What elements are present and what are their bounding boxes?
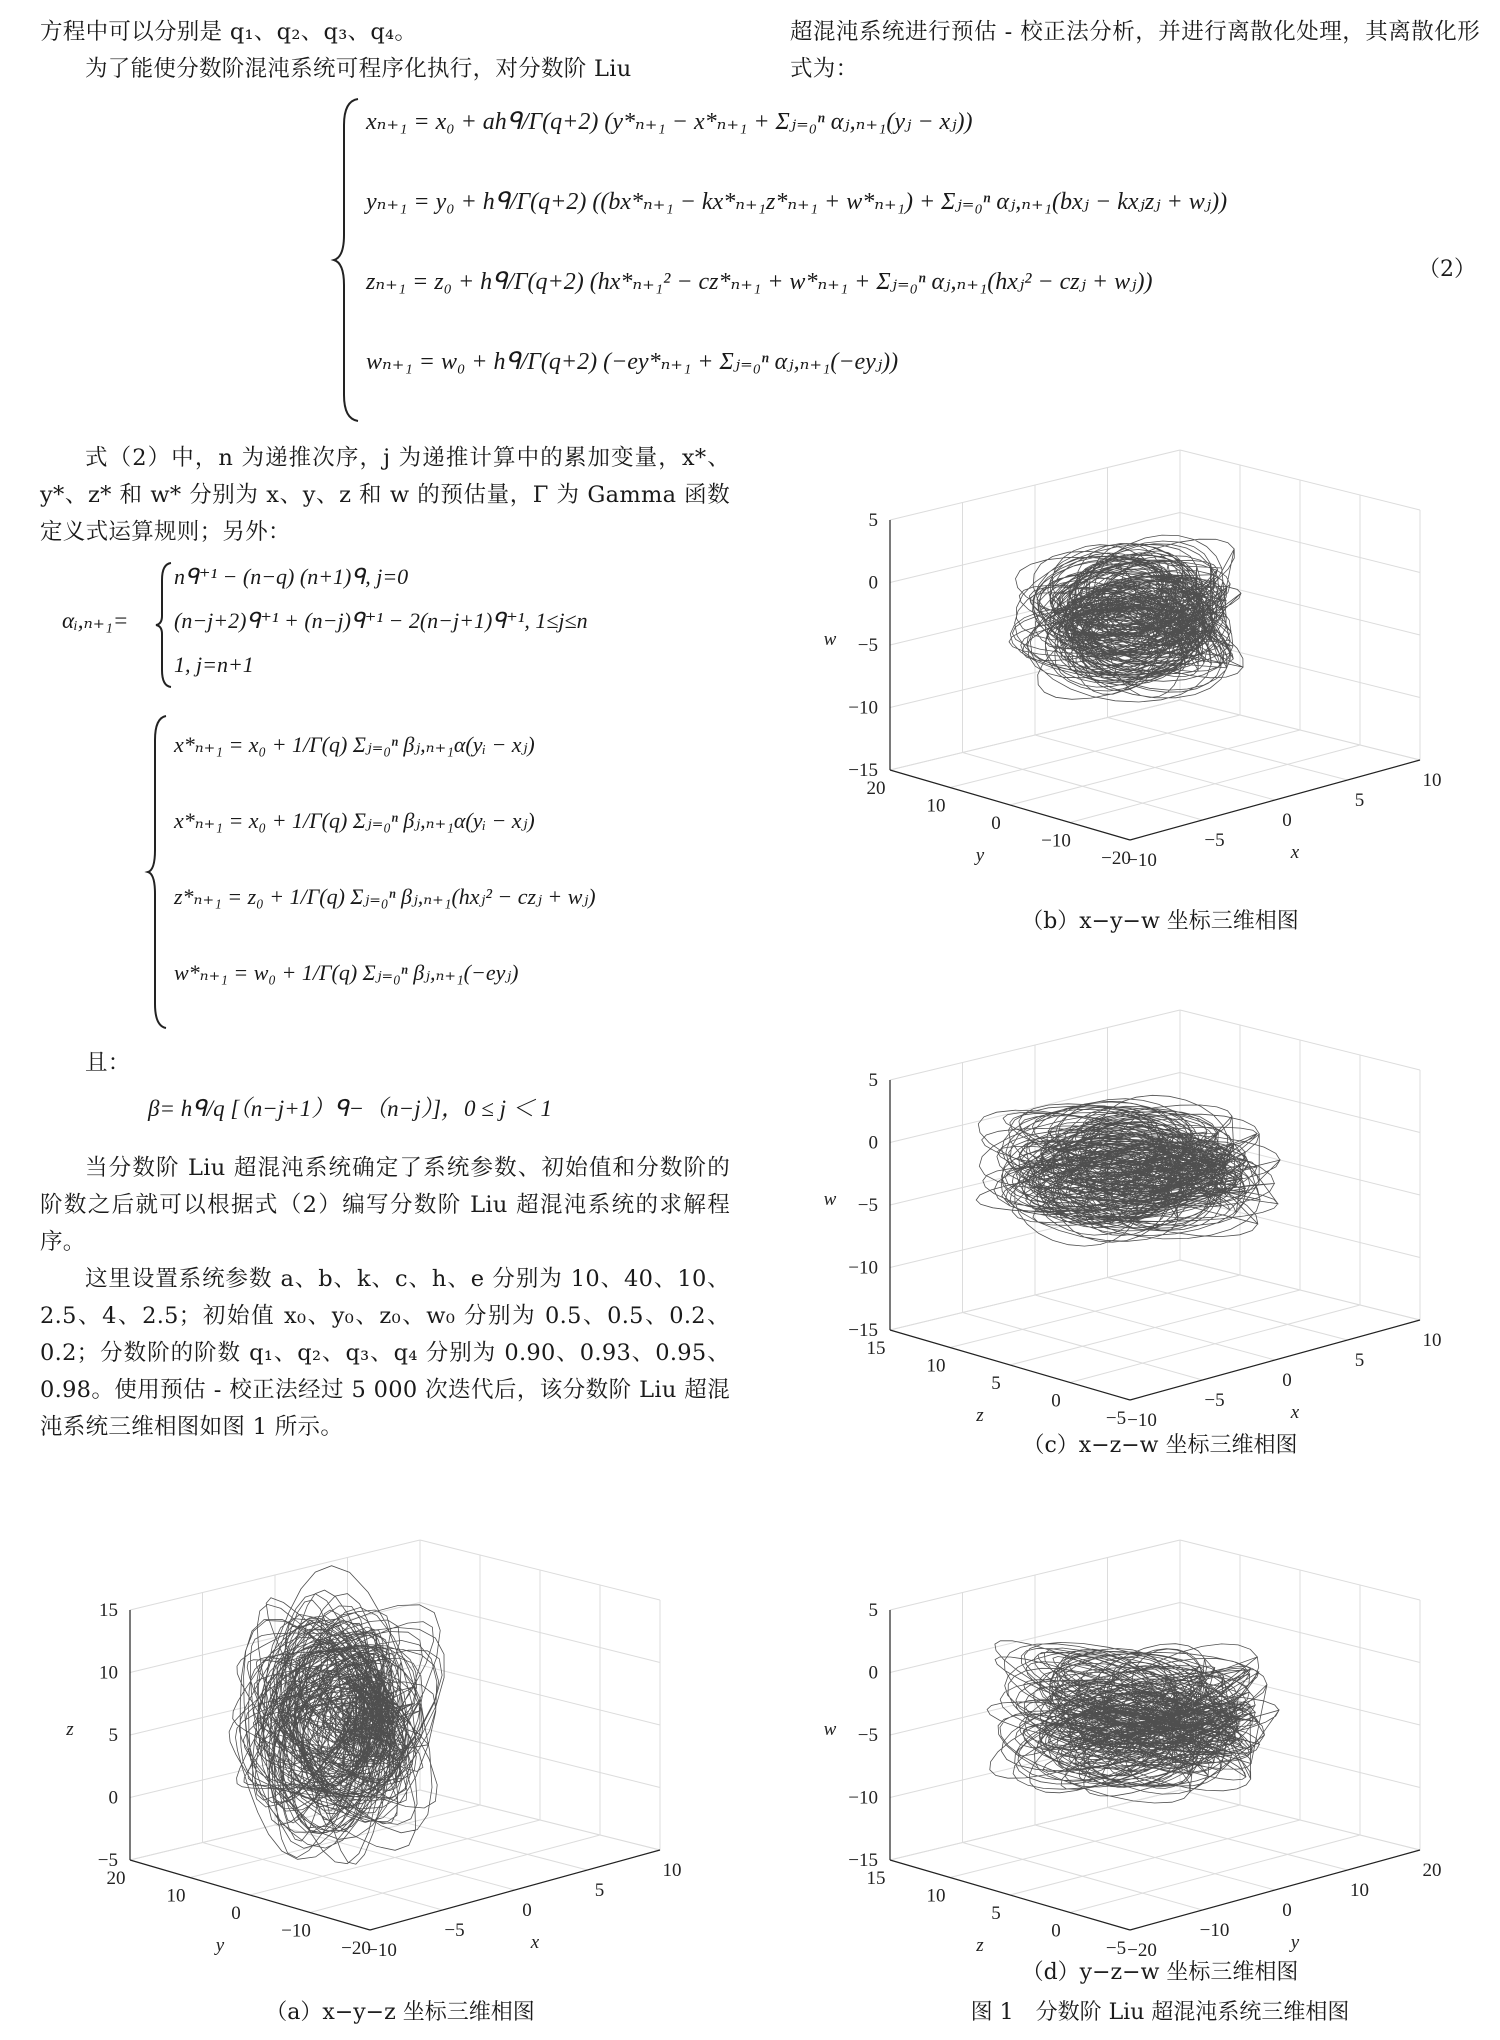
equation-2 xyxy=(332,95,1228,425)
l-tick-label: 15 xyxy=(866,1338,886,1359)
trajectory-path xyxy=(1009,535,1243,702)
figure-title: 图 1 分数阶 Liu 超混沌系统三维相图 xyxy=(970,2000,1350,2025)
r-tick-label: −5 xyxy=(1204,830,1225,851)
l-tick-label: 10 xyxy=(166,1885,186,1907)
r-tick-label: 10 xyxy=(1350,1880,1369,1901)
l-tick-label: −20 xyxy=(341,1938,371,1959)
v-tick-label: −15 xyxy=(848,760,878,781)
r-tick-label: −10 xyxy=(1199,1920,1230,1941)
r-tick-label: 10 xyxy=(1422,770,1442,791)
l-axis-label: z xyxy=(976,1405,984,1426)
r-tick-label: 5 xyxy=(594,1880,605,1901)
r-tick-label: 10 xyxy=(662,1860,682,1881)
v-tick-label: −15 xyxy=(848,1320,878,1341)
v-axis-label: w xyxy=(823,1189,837,1210)
paragraph: 为了能使分数阶混沌系统可程序化执行，对分数阶 Liu xyxy=(85,56,632,82)
r-axis-label: y xyxy=(1290,1932,1300,1953)
v-tick-label: −5 xyxy=(857,1725,878,1746)
beta-equation: β= hᑫ/q [（n−j+1）ᑫ−（n−j）]，0 ≤ j ＜ 1 xyxy=(148,1096,553,1121)
l-tick-label: 20 xyxy=(106,1868,126,1889)
v-tick-label: −10 xyxy=(848,1257,878,1279)
l-tick-label: −5 xyxy=(1105,1938,1127,1959)
l-tick-label: −20 xyxy=(1101,848,1131,869)
trajectory-path xyxy=(976,1095,1280,1246)
r-tick-label: 5 xyxy=(1354,1350,1365,1371)
figure-d-yzw-phase-plot xyxy=(800,1530,1500,1970)
l-tick-label: 5 xyxy=(991,1903,1001,1924)
v-tick-label: 15 xyxy=(99,1600,118,1621)
paragraph: 式（2）中，n 为递推次序，j 为递推计算中的累加变量，x*、y*、z* 和 w* 分别为 x、y、z 和 w 的预估量，Γ 为 Gamma 函数定义式运算规则；另外： xyxy=(40,445,730,545)
v-tick-label: −10 xyxy=(848,697,878,719)
v-tick-label: 10 xyxy=(99,1662,118,1684)
brace-icon xyxy=(332,95,362,425)
l-axis-label: z xyxy=(976,1935,984,1956)
v-tick-label: 5 xyxy=(868,510,878,531)
r-tick-label: 20 xyxy=(1422,1860,1442,1881)
r-axis-label: x xyxy=(530,1932,540,1953)
caption-a: （a）x−y−z 坐标三维相图 xyxy=(265,2000,535,2025)
l-tick-label: 15 xyxy=(866,1868,886,1889)
left-column-middle xyxy=(40,440,730,551)
v-axis-label: w xyxy=(823,1719,837,1740)
v-tick-label: −5 xyxy=(97,1850,118,1871)
r-axis-label: x xyxy=(1290,842,1300,863)
paragraph: 方程中可以分别是 q₁、q₂、q₃、q₄。 xyxy=(40,19,418,45)
case-line: 1, j=n+1 xyxy=(174,652,254,677)
r-tick-label: 10 xyxy=(1422,1330,1442,1351)
v-tick-label: −5 xyxy=(857,1195,878,1216)
r-tick-label: −5 xyxy=(1204,1390,1225,1411)
equation-line: z*ₙ₊₁ = z₀ + 1/Γ(q) Σⱼ₌₀ⁿ βⱼ,ₙ₊₁(hxⱼ² − czⱼ + wⱼ) xyxy=(174,884,596,909)
equation-line: zₙ₊₁ = z₀ + hᑫ/Γ(q+2) (hx*ₙ₊₁² − cz*ₙ₊₁ + w*ₙ₊₁ + Σⱼ₌₀ⁿ αⱼ,ₙ₊₁(hxⱼ² − czⱼ + wⱼ)) xyxy=(366,269,1153,295)
case-line: (n−j+2)ᑫ⁺¹ + (n−j)ᑫ⁺¹ − 2(n−j+1)ᑫ⁺¹, 1≤j≤n xyxy=(174,608,588,633)
figure-c-xzw-phase-plot xyxy=(800,1000,1500,1431)
v-tick-label: 5 xyxy=(108,1725,118,1746)
figure-a-xyz-phase-plot xyxy=(40,1530,740,1970)
brace-icon xyxy=(154,560,174,690)
r-axis-label: x xyxy=(1290,1402,1300,1423)
left-column-lower xyxy=(40,1045,730,1082)
r-tick-label: 0 xyxy=(1282,1370,1292,1391)
v-tick-label: 5 xyxy=(868,1600,878,1621)
l-tick-label: −10 xyxy=(281,1920,311,1942)
left-column-bottom-text xyxy=(40,1150,730,1446)
predictor-equation xyxy=(146,712,746,1032)
equation-line: x*ₙ₊₁ = x₀ + 1/Γ(q) Σⱼ₌₀ⁿ βⱼ,ₙ₊₁α(yᵢ − xⱼ) xyxy=(174,732,535,757)
l-tick-label: 0 xyxy=(231,1903,241,1924)
r-tick-label: −10 xyxy=(1127,1410,1157,1431)
v-tick-label: 5 xyxy=(868,1070,878,1091)
caption-c: （c）x−z−w 坐标三维相图 xyxy=(1022,1433,1298,1458)
equation-number: （2） xyxy=(1418,257,1476,282)
trajectory-path xyxy=(229,1566,444,1865)
figure-b-xyw-phase-plot xyxy=(800,440,1500,880)
l-axis-label: y xyxy=(975,845,985,866)
paragraph: 这里设置系统参数 a、b、k、c、h、e 分别为 10、40、10、2.5、4、2.5；初始值 x₀、y₀、z₀、w₀ 分别为 0.5、0.5、0.2、0.2；分数阶的阶数 q₁、q₂、q₃、q₄ 分别为 0.90、0.93、0.95、0.98。使用预估 - 校正法经过 5 000 次迭代后，该分数阶 Liu 超混沌系统三维相图如图 1 所示。 xyxy=(40,1266,730,1440)
l-tick-label: −5 xyxy=(1105,1408,1127,1429)
v-tick-label: −10 xyxy=(848,1787,878,1809)
r-tick-label: 0 xyxy=(522,1900,532,1921)
equation-line: x*ₙ₊₁ = x₀ + 1/Γ(q) Σⱼ₌₀ⁿ βⱼ,ₙ₊₁α(yᵢ − xⱼ) xyxy=(174,808,535,833)
trajectory-path xyxy=(987,1641,1279,1803)
v-tick-label: 0 xyxy=(868,1132,878,1154)
l-tick-label: 0 xyxy=(1051,1920,1061,1942)
equation-line: w*ₙ₊₁ = w₀ + 1/Γ(q) Σⱼ₌₀ⁿ βⱼ,ₙ₊₁(−eyⱼ) xyxy=(174,960,519,985)
l-tick-label: 0 xyxy=(991,813,1001,834)
l-tick-label: 10 xyxy=(926,1885,946,1907)
r-tick-label: −20 xyxy=(1127,1940,1157,1961)
alpha-equation xyxy=(62,560,742,690)
paragraph: 超混沌系统进行预估 - 校正法分析，并进行离散化处理，其离散化形式为： xyxy=(790,19,1480,82)
v-tick-label: −15 xyxy=(848,1850,878,1871)
v-tick-label: 0 xyxy=(868,572,878,594)
v-tick-label: 0 xyxy=(868,1662,878,1684)
alpha-lhs: αᵢ,ₙ₊₁= xyxy=(62,608,129,633)
v-axis-label: w xyxy=(823,629,837,650)
l-tick-label: 10 xyxy=(926,795,946,817)
caption-b: （b）x−y−w 坐标三维相图 xyxy=(1021,909,1299,934)
v-axis-label: z xyxy=(66,1719,74,1740)
r-tick-label: −10 xyxy=(1127,850,1157,871)
l-axis-label: y xyxy=(215,1935,225,1956)
caption-d: （d）y−z−w 坐标三维相图 xyxy=(1021,1960,1299,1985)
paragraph: 当分数阶 Liu 超混沌系统确定了系统参数、初始值和分数阶的阶数之后就可以根据式（2）编写分数阶 Liu 超混沌系统的求解程序。 xyxy=(40,1155,730,1255)
qie-text: 且： xyxy=(85,1050,131,1076)
r-tick-label: 0 xyxy=(1282,1900,1292,1921)
l-tick-label: −10 xyxy=(1041,830,1071,852)
v-tick-label: −5 xyxy=(857,635,878,656)
case-line: nᑫ⁺¹ − (n−q) (n+1)ᑫ, j=0 xyxy=(174,564,409,589)
equation-line: xₙ₊₁ = x₀ + ahᑫ/Γ(q+2) (y*ₙ₊₁ − x*ₙ₊₁ + Σⱼ₌₀ⁿ αⱼ,ₙ₊₁(yⱼ − xⱼ)) xyxy=(366,109,973,135)
l-tick-label: 0 xyxy=(1051,1390,1061,1412)
r-tick-label: −10 xyxy=(367,1940,397,1961)
left-column-top xyxy=(40,14,730,88)
r-tick-label: 0 xyxy=(1282,810,1292,831)
l-tick-label: 10 xyxy=(926,1355,946,1377)
r-tick-label: 5 xyxy=(1354,790,1365,811)
l-tick-label: 20 xyxy=(866,778,886,799)
equation-line: wₙ₊₁ = w₀ + hᑫ/Γ(q+2) (−ey*ₙ₊₁ + Σⱼ₌₀ⁿ αⱼ,ₙ₊₁(−eyⱼ)) xyxy=(366,349,899,375)
equation-line: yₙ₊₁ = y₀ + hᑫ/Γ(q+2) ((bx*ₙ₊₁ − kx*ₙ₊₁z*ₙ₊₁ + w*ₙ₊₁) + Σⱼ₌₀ⁿ αⱼ,ₙ₊₁(bxⱼ − kxⱼzⱼ + wⱼ)) xyxy=(366,189,1228,215)
l-tick-label: 5 xyxy=(991,1373,1001,1394)
r-tick-label: −5 xyxy=(444,1920,465,1941)
right-column-top xyxy=(790,14,1480,88)
brace-icon xyxy=(146,712,170,1032)
v-tick-label: 0 xyxy=(108,1787,118,1809)
